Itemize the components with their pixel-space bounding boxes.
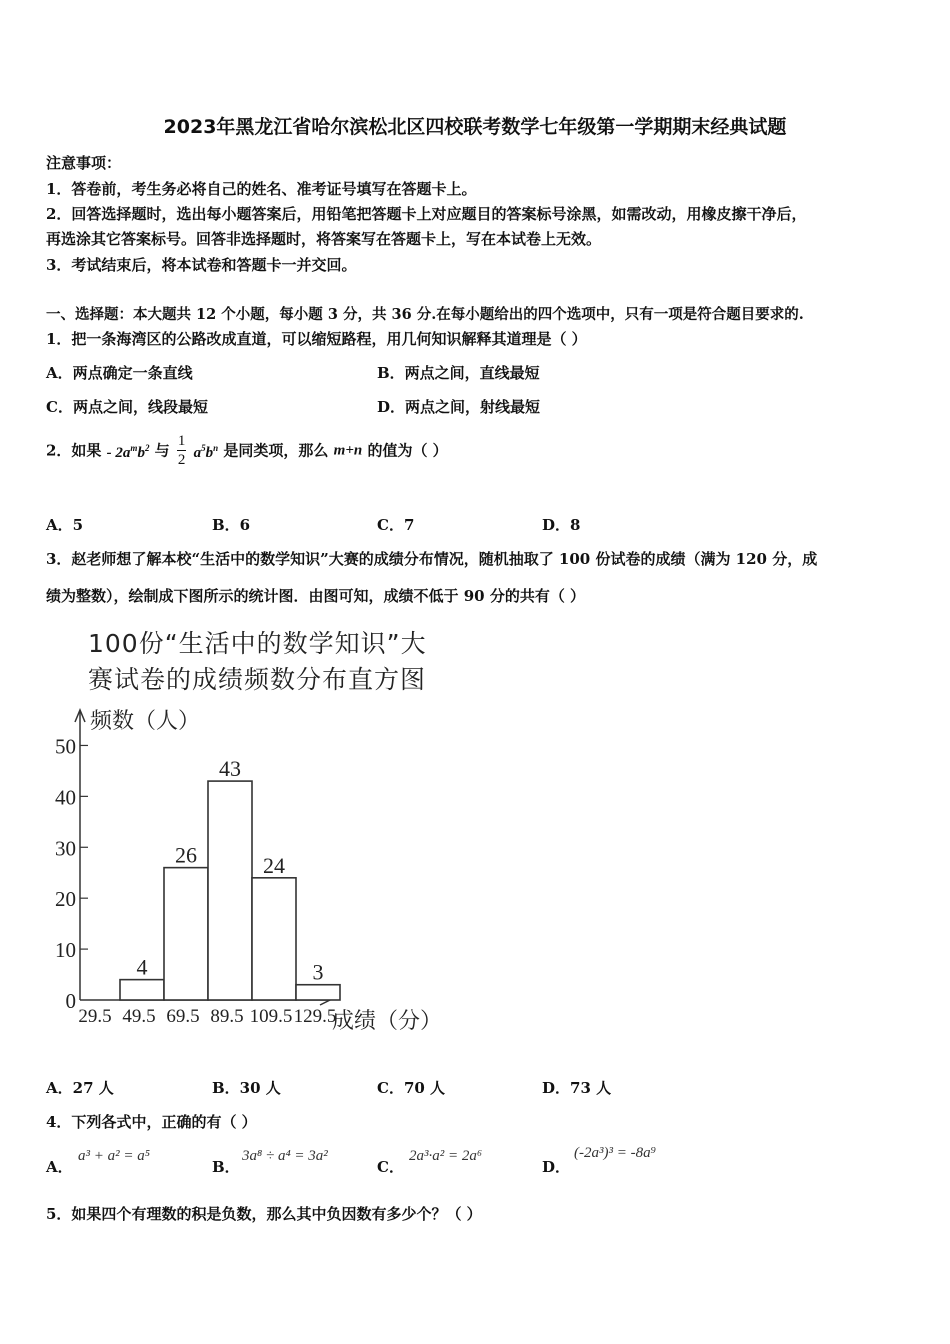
q4-option-d-expr: (-2a³)³ = -8a⁹: [574, 1145, 656, 1161]
y-tick-label: 20: [55, 887, 76, 912]
q2-option-b: B．6: [212, 516, 251, 534]
histogram-bar: [296, 985, 340, 1000]
y-tick-label: 50: [55, 734, 76, 759]
x-axis-label: 成绩（分）: [332, 1008, 443, 1033]
x-tick-label: 89.5: [210, 1006, 244, 1027]
q4-option-c-expr: 2a³·a² = 2a⁶: [409, 1148, 483, 1164]
q2-term1: - $2a^mb^2$: [106, 443, 150, 461]
chart-title-line2: 赛试卷的成绩频数分布直方图: [88, 665, 427, 694]
x-tick-label: 69.5: [166, 1006, 200, 1027]
x-tick-label: 49.5: [122, 1006, 156, 1027]
q3-stem-line2: 绩为整数），绘制成下图所示的统计图．由图可知，成绩不低于 90 分的共有（ ）: [46, 587, 586, 605]
histogram-bar: [252, 878, 296, 1000]
q2-stem: [46, 432, 448, 469]
notice-2-cont: 再选涂其它答案标号。回答非选择题时，将答案写在答题卡上，写在本试卷上无效。: [46, 230, 602, 248]
q4-option-d: D．: [542, 1158, 571, 1176]
q4-option-a: A．: [46, 1158, 73, 1176]
q5-stem: 5．如果四个有理数的积是负数，那么其中负因数有多少个？（ ）: [46, 1205, 482, 1223]
bar-data-label: 26: [175, 842, 197, 868]
q3-option-b: B．30 人: [212, 1079, 281, 1097]
y-tick-label: 10: [55, 938, 76, 963]
q3-option-d: D．73 人: [542, 1079, 612, 1097]
q2-end: 的值为（ ）: [367, 441, 448, 460]
x-tick-label: 29.5: [78, 1006, 112, 1027]
bar-data-label: 3: [312, 959, 324, 985]
bar-data-label: 4: [136, 954, 148, 980]
x-tick-label: 109.5: [249, 1006, 293, 1027]
chart-title-line1: 100份“生活中的数学知识”大: [88, 629, 427, 658]
q2-option-d: D．8: [542, 516, 581, 534]
x-tick-label: 129.5: [293, 1006, 337, 1027]
q4-stem: 4．下列各式中，正确的有（ ）: [46, 1113, 257, 1131]
section-heading: 一、选择题：本大题共 12 个小题，每小题 3 分，共 36 分.在每小题给出的四个选项中，只有一项是符合题目要求的.: [46, 306, 804, 323]
q1-stem: 1．把一条海湾区的公路改成直道，可以缩短路程，用几何知识解释其道理是（ ）: [46, 330, 587, 348]
q2-prefix: 2．如果: [46, 441, 102, 460]
q2-expr: m+n: [333, 442, 363, 459]
y-axis-label: 频数（人）: [90, 708, 201, 733]
q2-mid: 与: [154, 441, 170, 460]
histogram-bar: [164, 868, 208, 1000]
q4-option-a-expr: a³ + a² = a⁵: [78, 1148, 150, 1164]
q2-term2: $a^5b^n$: [193, 443, 219, 461]
q4-option-b: B．: [212, 1158, 240, 1176]
y-tick-label: 40: [55, 785, 76, 810]
q2-option-c: C．7: [377, 516, 415, 534]
bar-data-label: 24: [263, 852, 285, 878]
histogram-bar: [208, 781, 252, 1000]
q2-suffix: 是同类项，那么: [223, 441, 329, 460]
q3-option-c: C．70 人: [377, 1079, 446, 1097]
notice-heading: 注意事项：: [46, 154, 122, 172]
notice-2: 2．回答选择题时，选出每小题答案后，用铅笔把答题卡上对应题目的答案标号涂黑，如需改动，用橡皮擦干净后，: [46, 205, 807, 223]
q1-option-b: B．两点之间，直线最短: [377, 364, 540, 382]
q1-option-a: A．两点确定一条直线: [46, 364, 193, 382]
q2-fraction: $\frac{1}{2}$: [177, 433, 186, 468]
y-tick-label: 0: [65, 989, 76, 1013]
q4-option-c: C．: [377, 1158, 404, 1176]
document-title: 2023年黑龙江省哈尔滨松北区四校联考数学七年级第一学期期末经典试题: [163, 116, 787, 138]
histogram-chart: [30, 700, 570, 1050]
q4-option-b-expr: 3a⁸ ÷ a⁴ = 3a²: [242, 1148, 328, 1164]
histogram-bar: [120, 980, 164, 1000]
q3-option-a: A．27 人: [46, 1079, 114, 1097]
q1-option-c: C．两点之间，线段最短: [46, 398, 208, 416]
q1-option-d: D．两点之间，射线最短: [377, 398, 541, 416]
notice-1: 1．答卷前，考生务必将自己的姓名、准考证号填写在答题卡上。: [46, 180, 477, 198]
y-tick-label: 30: [55, 836, 76, 861]
q3-stem-line1: 3．赵老师想了解本校“生活中的数学知识”大赛的成绩分布情况，随机抽取了 100 份试卷的成绩（满为 120 分，成: [46, 550, 818, 568]
q2-option-a: A．5: [46, 516, 84, 534]
bar-data-label: 43: [219, 756, 241, 782]
notice-3: 3．考试结束后，将本试卷和答题卡一并交回。: [46, 256, 357, 274]
